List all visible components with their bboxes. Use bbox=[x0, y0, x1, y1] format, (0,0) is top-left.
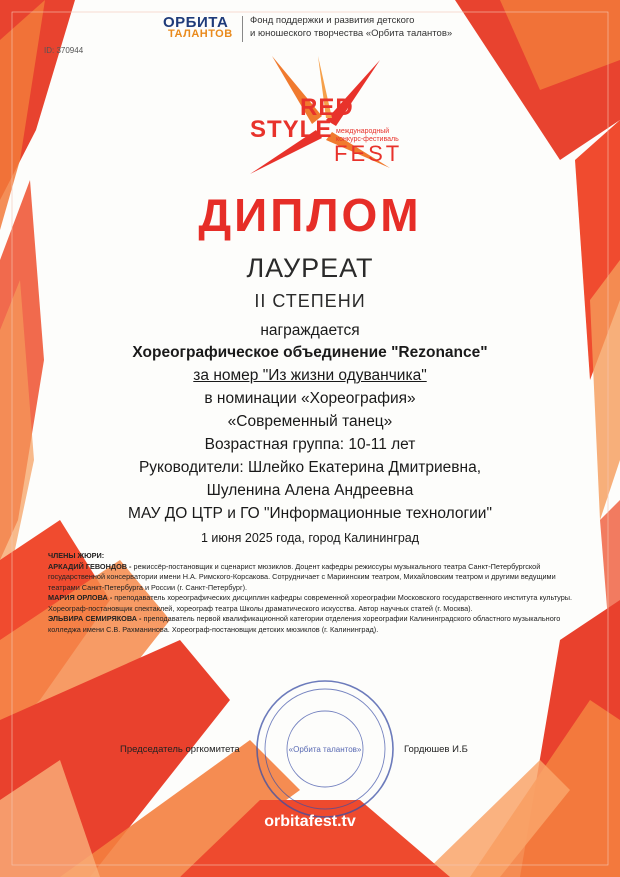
logo-style-text: STYLE bbox=[250, 116, 333, 143]
header bbox=[0, 14, 620, 48]
degree-label: II СТЕПЕНИ bbox=[254, 291, 366, 311]
fund-line-1: Фонд поддержки и развития детского bbox=[250, 15, 415, 26]
logo-fest-text: FEST bbox=[334, 141, 403, 166]
laureate-label: ЛАУРЕАТ bbox=[246, 253, 374, 283]
logo-intl-line-1: международный bbox=[336, 128, 390, 135]
orbita-logo-top: ОРБИТА bbox=[163, 14, 229, 31]
logo-intl-line-2: конкурс-фестиваль bbox=[336, 136, 399, 143]
jury-section bbox=[48, 551, 583, 635]
age-group: Возрастная группа: 10-11 лет bbox=[204, 436, 416, 453]
red-style-fest-logo bbox=[230, 56, 410, 181]
logo-red-text: RED bbox=[300, 94, 354, 121]
chair-name: Гордюшев И.Б bbox=[404, 744, 468, 755]
jury-heading: ЧЛЕНЫ ЖЮРИ: bbox=[48, 551, 105, 560]
leaders-line-2: Шуленина Алена Андреевна bbox=[206, 482, 414, 499]
nomination-line: в номинации «Хореография» bbox=[204, 390, 416, 407]
date-place: 1 июня 2025 года, город Калининград bbox=[200, 531, 420, 545]
recipient-name: Хореографическое объединение "Rezonance" bbox=[132, 344, 488, 361]
number-title: за номер "Из жизни одуванчика" bbox=[193, 367, 427, 384]
orbita-logo-bottom: ТАЛАНТОВ bbox=[168, 28, 233, 40]
header-divider bbox=[242, 16, 243, 42]
stamp-center-text: «Орбита талантов» bbox=[288, 745, 362, 754]
nomination-sub: «Современный танец» bbox=[227, 413, 393, 430]
document-id: ID: 370944 bbox=[44, 46, 84, 55]
leaders-line-1: Руководители: Шлейко Екатерина Дмитриевна, bbox=[138, 459, 482, 476]
jury-member: АРКАДИЙ ГЕВОНДОВ - режиссёр-постановщик и сценарист мюзиклов. Доцент кафедры режиссуры музыкального театра Санкт-Петербургской государственной консерватории имени Н.А. Римского-Корсакова. Сотрудничает с Мариинским театром, Михайловским театром и другими ведущими театрами Санкт-Петербурга и России (г. Санкт-Петербург). bbox=[48, 561, 556, 592]
footer-site-link[interactable]: orbitafest.tv bbox=[264, 813, 356, 830]
jury-member: ЭЛЬВИРА СЕМИРЯКОВА - преподаватель первой квалификационной категории отделения хореографии Калининградского областного музыкального колледжа имени С.В. Рахманинова. Хореограф-постановщик детских мюзиклов (г. Калининград). bbox=[48, 614, 561, 634]
organization-stamp bbox=[254, 678, 396, 820]
jury-member: МАРИЯ ОРЛОВА - преподаватель хореографических дисциплин кафедры современной хореографии Московского государственного института культуры. Хореограф-постановщик спектаклей, хореограф театра Школы драматического искусства. Автор научных статей (г. Москва). bbox=[48, 593, 573, 613]
chair-label: Председатель оргкомитета bbox=[120, 744, 240, 755]
diploma-title: ДИПЛОМ bbox=[198, 189, 422, 241]
fund-line-2: и юношеского творчества «Орбита талантов» bbox=[250, 28, 453, 39]
awarded-text: награждается bbox=[260, 322, 360, 339]
organization: МАУ ДО ЦТР и ГО "Информационные технологии" bbox=[128, 505, 492, 522]
